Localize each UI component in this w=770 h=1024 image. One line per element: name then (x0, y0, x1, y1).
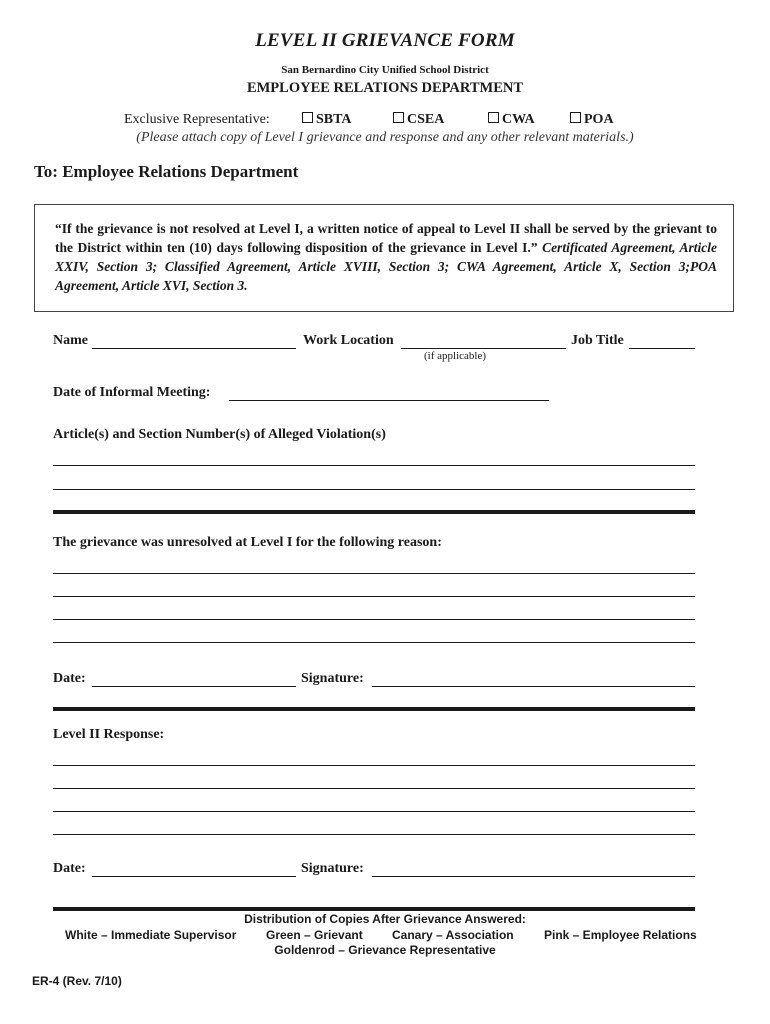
reason-line-1[interactable] (53, 573, 695, 574)
response-line-3[interactable] (53, 811, 695, 812)
informal-meeting-label: Date of Informal Meeting: (53, 385, 211, 400)
copy-green: Green – Grievant (266, 928, 363, 942)
form-title: LEVEL II GRIEVANCE FORM (255, 30, 515, 51)
option-csea[interactable]: CSEA (393, 112, 444, 128)
copy-canary: Canary – Association (392, 928, 514, 942)
response-line-2[interactable] (53, 788, 695, 789)
name-field[interactable] (92, 348, 296, 349)
response-line-4[interactable] (53, 834, 695, 835)
reason-line-2[interactable] (53, 596, 695, 597)
checkbox-icon[interactable] (488, 112, 499, 123)
option-cwa[interactable]: CWA (488, 112, 535, 128)
attach-note: (Please attach copy of Level I grievance and response and any other relevant materials.) (136, 130, 634, 145)
option-poa[interactable]: POA (570, 112, 614, 128)
copy-white: White – Immediate Supervisor (65, 928, 237, 942)
distribution-heading: Distribution of Copies After Grievance Answered: (244, 912, 526, 926)
checkbox-icon[interactable] (302, 112, 313, 123)
signature-field[interactable] (372, 686, 695, 687)
representative-row (124, 112, 614, 128)
checkbox-icon[interactable] (570, 112, 581, 123)
checkbox-icon[interactable] (393, 112, 404, 123)
work-location-field[interactable] (401, 348, 566, 349)
signature-label: Signature: (301, 671, 364, 686)
response-line-1[interactable] (53, 765, 695, 766)
articles-label: Article(s) and Section Number(s) of Alleged Violation(s) (53, 427, 386, 442)
name-label: Name (53, 333, 88, 348)
form-code: ER-4 (Rev. 7/10) (32, 974, 122, 988)
reason-line-3[interactable] (53, 619, 695, 620)
copy-pink: Pink – Employee Relations (544, 928, 697, 942)
contract-quote-box (34, 204, 734, 312)
reason-line-4[interactable] (53, 642, 695, 643)
section-divider (53, 707, 695, 711)
unresolved-label: The grievance was unresolved at Level I for the following reason: (53, 535, 442, 550)
work-location-label: Work Location (303, 333, 394, 348)
level2-response-label: Level II Response: (53, 727, 165, 742)
job-title-field[interactable] (629, 348, 695, 349)
representative-label: Exclusive Representative: (124, 112, 270, 127)
response-signature-field[interactable] (372, 876, 695, 877)
response-signature-label: Signature: (301, 861, 364, 876)
department-name: EMPLOYEE RELATIONS DEPARTMENT (246, 80, 524, 96)
copy-goldenrod: Goldenrod – Grievance Representative (274, 943, 496, 957)
response-date-label: Date: (53, 861, 86, 876)
response-date-field[interactable] (92, 876, 296, 877)
articles-line-1[interactable] (53, 465, 695, 466)
section-divider (53, 907, 695, 911)
district-name: San Bernardino City Unified School District (281, 64, 489, 76)
quote-text: “If the grievance is not resolved at Level I, a written notice of appeal to Level II shall be served by the grievant to the District within ten (10) days following disposition of the grievance in Level I.” (55, 221, 717, 255)
work-location-note: (if applicable) (424, 350, 486, 362)
option-sbta[interactable]: SBTA (302, 112, 352, 128)
date-label: Date: (53, 671, 86, 686)
to-line: To: Employee Relations Department (34, 162, 299, 181)
articles-line-2[interactable] (53, 489, 695, 490)
job-title-label: Job Title (571, 333, 624, 348)
informal-meeting-date-field[interactable] (229, 400, 549, 401)
section-divider (53, 510, 695, 514)
quote-citation: Certificated Agreement, Article XXIV, Section 3; Classified Agreement, Article XVIII, Section 3; CWA Agreement, Article X, Section 3;POA Agreement, Article XVI, Section 3. (55, 240, 718, 293)
date-field[interactable] (92, 686, 296, 687)
